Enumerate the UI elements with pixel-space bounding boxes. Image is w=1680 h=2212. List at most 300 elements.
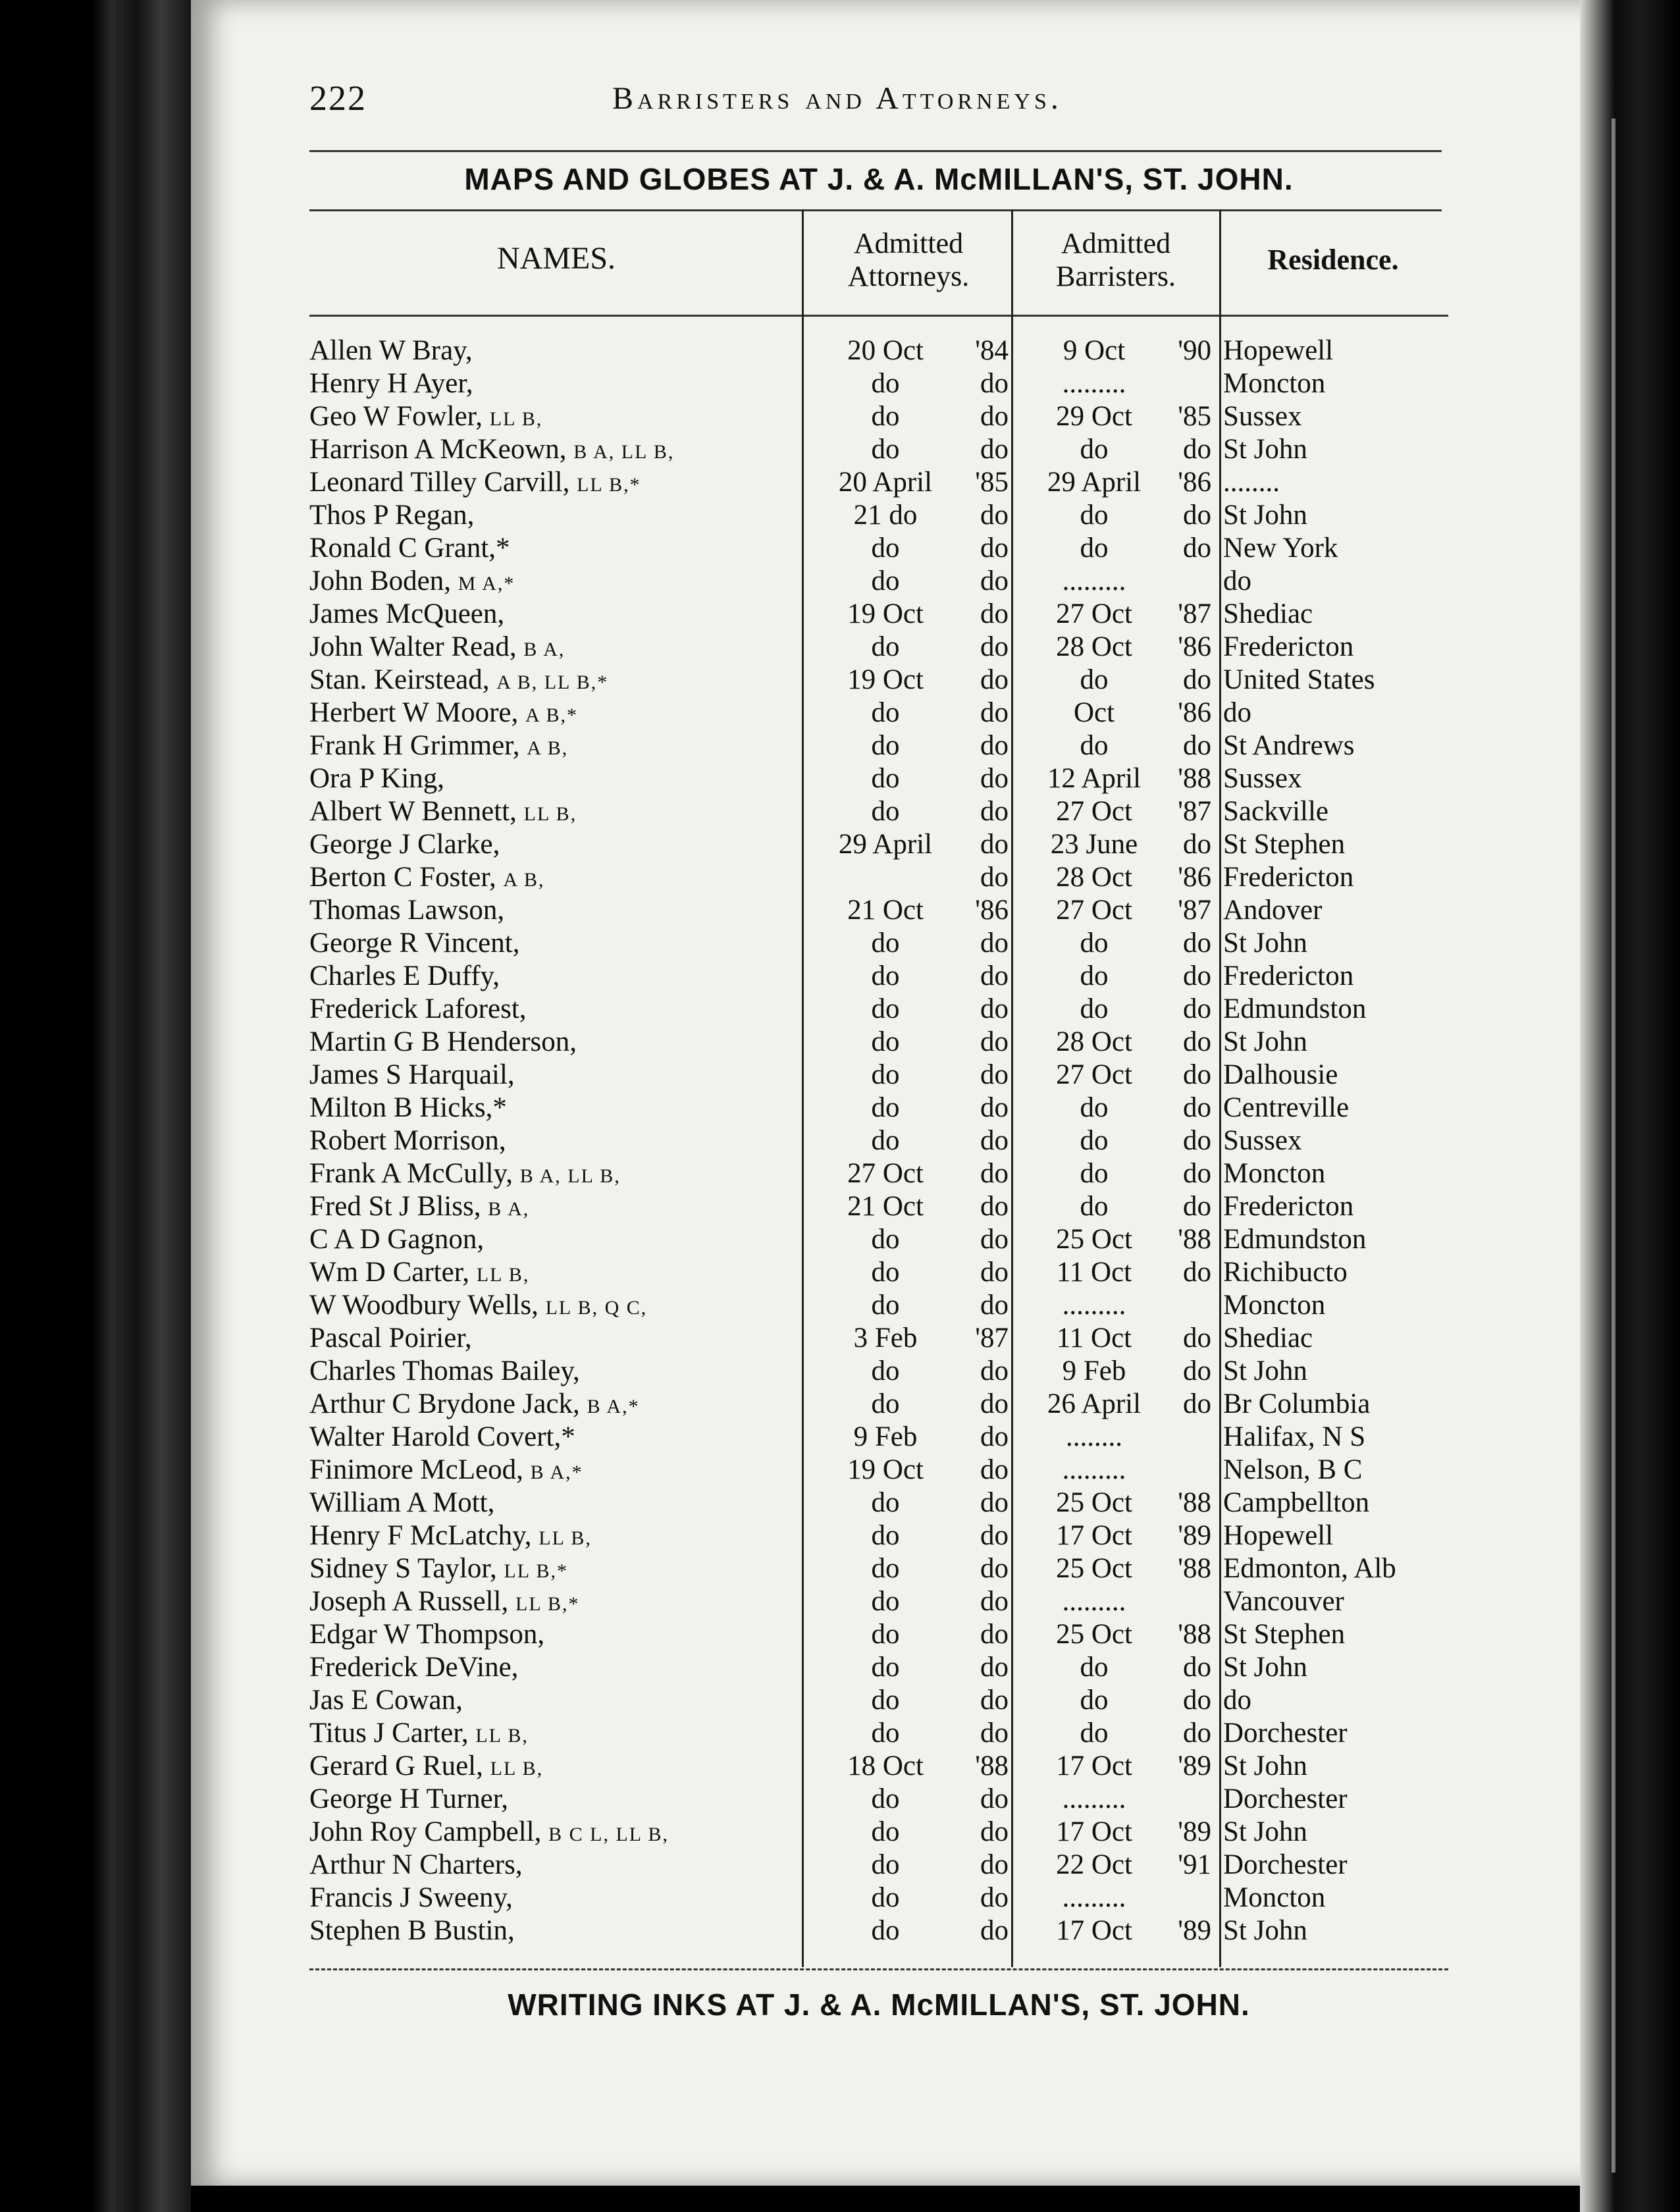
name-cell: Leonard Tilley Carvill, LL B,*	[309, 467, 641, 498]
attorney-year-cell: do	[980, 1619, 1009, 1650]
barrister-year-cell: do	[1183, 961, 1211, 991]
attorney-date-cell: do	[871, 1685, 900, 1716]
attorney-year-cell: do	[980, 566, 1009, 596]
table-row	[0, 433, 1680, 466]
attorney-year-cell: do	[980, 1849, 1009, 1880]
barrister-date-cell: ........	[1066, 1421, 1122, 1452]
attorney-date-cell: do	[871, 796, 900, 827]
barrister-year-cell: '88	[1178, 1224, 1211, 1255]
attorney-year-cell: do	[980, 1882, 1009, 1913]
residence-cell: St Andrews	[1223, 730, 1355, 761]
barrister-year-cell: do	[1183, 1652, 1211, 1683]
residence-cell: Sackville	[1223, 796, 1329, 827]
name-cell: Milton B Hicks,*	[309, 1092, 507, 1123]
residence-cell: Vancouver	[1223, 1586, 1344, 1617]
attorney-year-cell: '86	[975, 895, 1009, 926]
residence-cell: St John	[1223, 500, 1307, 531]
attorney-date-cell: 18 Oct	[847, 1751, 924, 1781]
barrister-date-cell: do	[1080, 1685, 1109, 1716]
table-row	[0, 1256, 1680, 1289]
residence-cell: Sussex	[1223, 401, 1302, 432]
barrister-date-cell: .........	[1062, 566, 1126, 596]
barrister-year-cell: do	[1183, 1026, 1211, 1057]
residence-cell: Fredericton	[1223, 862, 1354, 893]
attorney-date-cell: do	[871, 1125, 900, 1156]
running-head: Barristers and Attorneys.	[612, 81, 1063, 116]
barrister-year-cell: do	[1183, 1388, 1211, 1419]
name-cell: Thomas Lawson,	[309, 895, 505, 926]
column-header-barristers: Admitted Barristers.	[1055, 227, 1176, 292]
attorney-year-cell: do	[980, 434, 1009, 465]
attorney-date-cell: do	[871, 730, 900, 761]
table-row	[0, 400, 1680, 433]
barrister-year-cell: '91	[1178, 1849, 1211, 1880]
table-row	[0, 927, 1680, 960]
table-row	[0, 1849, 1680, 1882]
barrister-date-cell: 28 Oct	[1056, 1026, 1132, 1057]
table-bottom-rule	[309, 1968, 1448, 1970]
name-cell: Harrison A McKeown, B A, LL B,	[309, 434, 675, 465]
attorney-year-cell: do	[980, 1059, 1009, 1090]
attorney-date-cell: do	[871, 1849, 900, 1880]
residence-cell: Sussex	[1223, 1125, 1302, 1156]
residence-cell: Richibucto	[1223, 1257, 1348, 1288]
table-row	[0, 1618, 1680, 1651]
residence-cell: Edmundston	[1223, 1224, 1367, 1255]
residence-cell: Hopewell	[1223, 335, 1334, 366]
barrister-year-cell: '89	[1178, 1751, 1211, 1781]
degree-label: B C L, LL B,	[548, 1824, 669, 1845]
attorney-date-cell: do	[871, 1520, 900, 1551]
residence-cell: Shediac	[1223, 1323, 1313, 1354]
attorney-date-cell: do	[871, 566, 900, 596]
residence-cell: ........	[1223, 467, 1280, 498]
attorney-date-cell: do	[871, 993, 900, 1024]
name-cell: Henry H Ayer,	[309, 368, 473, 399]
table-row	[0, 631, 1680, 664]
residence-cell: Edmundston	[1223, 993, 1367, 1024]
barrister-date-cell: Oct	[1073, 697, 1115, 728]
residence-cell: do	[1223, 1685, 1251, 1716]
name-cell: Wm D Carter, LL B,	[309, 1257, 530, 1288]
attorney-date-cell: do	[871, 533, 900, 564]
attorney-date-cell: do	[871, 401, 900, 432]
residence-cell: St John	[1223, 1751, 1307, 1781]
barrister-year-cell: '87	[1178, 895, 1211, 926]
attorney-year-cell: do	[980, 1092, 1009, 1123]
barrister-date-cell: 17 Oct	[1056, 1520, 1132, 1551]
table-row	[0, 1552, 1680, 1585]
barrister-date-cell: 27 Oct	[1056, 796, 1132, 827]
attorney-year-cell: do	[980, 993, 1009, 1024]
table-row	[0, 466, 1680, 499]
degree-label: LL B,	[475, 1725, 529, 1747]
attorney-date-cell: do	[871, 1553, 900, 1584]
attorney-year-cell: do	[980, 1257, 1009, 1288]
attorney-date-cell: do	[871, 1388, 900, 1419]
residence-cell: do	[1223, 566, 1251, 596]
barrister-date-cell: do	[1080, 928, 1109, 959]
barrister-date-cell: do	[1080, 533, 1109, 564]
barrister-date-cell: 9 Feb	[1062, 1356, 1126, 1386]
barrister-date-cell: do	[1080, 1191, 1109, 1222]
attorney-date-cell: 20 April	[838, 467, 933, 498]
barrister-date-cell: 26 April	[1047, 1388, 1142, 1419]
barrister-date-cell: 23 June	[1050, 829, 1138, 860]
attorney-year-cell: do	[980, 1553, 1009, 1584]
table-row	[0, 960, 1680, 993]
attorney-year-cell: do	[980, 730, 1009, 761]
name-cell: James S Harquail,	[309, 1059, 515, 1090]
table-row	[0, 828, 1680, 861]
residence-cell: Edmonton, Alb	[1223, 1553, 1396, 1584]
attorney-year-cell: '87	[975, 1323, 1009, 1354]
name-cell: George H Turner,	[309, 1783, 509, 1814]
residence-cell: St John	[1223, 1356, 1307, 1386]
table-row	[0, 1223, 1680, 1256]
table-row	[0, 1454, 1680, 1487]
attorney-date-cell: 3 Feb	[853, 1323, 918, 1354]
attorney-year-cell: do	[980, 598, 1009, 629]
attorney-year-cell: do	[980, 1652, 1009, 1683]
barrister-date-cell: 27 Oct	[1056, 895, 1132, 926]
residence-cell: St Stephen	[1223, 829, 1346, 860]
residence-cell: St John	[1223, 1915, 1307, 1946]
name-cell: Frederick Laforest,	[309, 993, 527, 1024]
attorney-year-cell: do	[980, 1685, 1009, 1716]
barrister-date-cell: 12 April	[1047, 763, 1142, 794]
name-cell: Martin G B Henderson,	[309, 1026, 577, 1057]
table-row	[0, 729, 1680, 762]
attorney-year-cell: do	[980, 1586, 1009, 1617]
degree-label: B A,	[523, 639, 565, 660]
attorney-date-cell: 20 Oct	[847, 335, 924, 366]
barrister-date-cell: do	[1080, 1718, 1109, 1749]
attorney-date-cell: do	[871, 1224, 900, 1255]
attorney-year-cell: do	[980, 1718, 1009, 1749]
name-cell: John Boden, M A,*	[309, 566, 515, 596]
barrister-year-cell: do	[1183, 1356, 1211, 1386]
name-cell: Titus J Carter, LL B,	[309, 1718, 529, 1749]
name-cell: Charles Thomas Bailey,	[309, 1356, 580, 1386]
table-row	[0, 565, 1680, 598]
table-top-rule	[309, 209, 1442, 211]
barrister-date-cell: 11 Oct	[1056, 1323, 1132, 1354]
table-row	[0, 1882, 1680, 1914]
name-cell: Frank H Grimmer, A B,	[309, 730, 569, 761]
residence-cell: Sussex	[1223, 763, 1302, 794]
table-row	[0, 1322, 1680, 1355]
bottom-advertisement: WRITING INKS AT J. & A. McMILLAN'S, ST. JOHN.	[508, 1988, 1250, 2022]
table-row	[0, 1585, 1680, 1618]
barrister-year-cell: '88	[1178, 1553, 1211, 1584]
barrister-year-cell: do	[1183, 1191, 1211, 1222]
barrister-date-cell: 29 April	[1047, 467, 1142, 498]
name-cell: George R Vincent,	[309, 928, 520, 959]
attorney-year-cell: do	[980, 1454, 1009, 1485]
attorney-year-cell: do	[980, 1290, 1009, 1321]
barrister-year-cell: '86	[1178, 697, 1211, 728]
attorney-date-cell: do	[871, 368, 900, 399]
name-cell: Ora P King,	[309, 763, 445, 794]
attorney-date-cell: do	[871, 763, 900, 794]
attorney-date-cell: 21 do	[853, 500, 918, 531]
name-cell: Allen W Bray,	[309, 335, 473, 366]
barrister-year-cell: '89	[1178, 1915, 1211, 1946]
residence-cell: Dorchester	[1223, 1849, 1348, 1880]
table-row	[0, 598, 1680, 631]
attorney-date-cell: do	[871, 1652, 900, 1683]
table-row	[0, 1026, 1680, 1059]
barrister-year-cell: '88	[1178, 763, 1211, 794]
name-cell: Geo W Fowler, LL B,	[309, 401, 543, 432]
name-cell: Thos P Regan,	[309, 500, 475, 531]
column-header-attorneys: Admitted Attorneys.	[847, 227, 970, 292]
table-row	[0, 993, 1680, 1026]
attorney-year-cell: do	[980, 1026, 1009, 1057]
degree-label: B A,*	[587, 1396, 640, 1417]
table-row	[0, 1487, 1680, 1519]
name-cell: John Roy Campbell, B C L, LL B,	[309, 1816, 669, 1847]
barrister-year-cell: do	[1183, 993, 1211, 1024]
attorney-year-cell: do	[980, 763, 1009, 794]
table-row	[0, 1190, 1680, 1223]
barrister-year-cell: '87	[1178, 598, 1211, 629]
attorney-year-cell: do	[980, 1487, 1009, 1518]
table-row	[0, 1421, 1680, 1454]
name-cell: Henry F McLatchy, LL B,	[309, 1520, 592, 1551]
degree-label: LL B,	[490, 1758, 544, 1779]
barrister-date-cell: 25 Oct	[1056, 1619, 1132, 1650]
table-row	[0, 1157, 1680, 1190]
barrister-date-cell: do	[1080, 500, 1109, 531]
degree-label: LL B, Q C,	[545, 1297, 648, 1319]
attorney-year-cell: do	[980, 829, 1009, 860]
barrister-date-cell: 17 Oct	[1056, 1915, 1132, 1946]
barrister-date-cell: 27 Oct	[1056, 598, 1132, 629]
name-cell: Edgar W Thompson,	[309, 1619, 545, 1650]
table-row	[0, 499, 1680, 532]
barrister-year-cell: '86	[1178, 467, 1211, 498]
table-row	[0, 1289, 1680, 1322]
barrister-date-cell: 27 Oct	[1056, 1059, 1132, 1090]
barrister-year-cell: '86	[1178, 631, 1211, 662]
barrister-date-cell: .........	[1062, 1783, 1126, 1814]
attorney-year-cell: do	[980, 533, 1009, 564]
table-row	[0, 762, 1680, 795]
table-row	[0, 894, 1680, 927]
residence-cell: Campbellton	[1223, 1487, 1370, 1518]
name-cell: Finimore McLeod, B A,*	[309, 1454, 583, 1485]
attorney-date-cell: do	[871, 1783, 900, 1814]
top-advertisement: MAPS AND GLOBES AT J. & A. McMILLAN'S, ST. JOHN.	[464, 162, 1294, 196]
attorney-year-cell: do	[980, 961, 1009, 991]
name-cell: Ronald C Grant,*	[309, 533, 510, 564]
header-bottom-rule	[309, 315, 1448, 317]
attorney-year-cell: do	[980, 500, 1009, 531]
table-row	[0, 795, 1680, 828]
barrister-date-cell: do	[1080, 1652, 1109, 1683]
barrister-year-cell: '88	[1178, 1487, 1211, 1518]
attorney-year-cell: do	[980, 1421, 1009, 1452]
barrister-year-cell: do	[1183, 1125, 1211, 1156]
name-cell: Arthur N Charters,	[309, 1849, 523, 1880]
name-cell: Herbert W Moore, A B,*	[309, 697, 579, 728]
barrister-date-cell: 29 Oct	[1056, 401, 1132, 432]
name-cell: Pascal Poirier,	[309, 1323, 472, 1354]
residence-cell: Moncton	[1223, 1158, 1326, 1189]
residence-cell: Hopewell	[1223, 1520, 1334, 1551]
attorney-year-cell: do	[980, 928, 1009, 959]
barrister-date-cell: 25 Oct	[1056, 1553, 1132, 1584]
degree-label: A B,	[503, 869, 545, 891]
attorney-date-cell: do	[871, 1487, 900, 1518]
residence-cell: Fredericton	[1223, 961, 1354, 991]
attorney-date-cell: do	[871, 1026, 900, 1057]
barrister-year-cell: do	[1183, 1685, 1211, 1716]
attorney-date-cell: 19 Oct	[847, 1454, 924, 1485]
residence-cell: Fredericton	[1223, 1191, 1354, 1222]
barrister-date-cell: 22 Oct	[1056, 1849, 1132, 1880]
residence-cell: Moncton	[1223, 368, 1326, 399]
table-row	[0, 1750, 1680, 1783]
name-cell: Robert Morrison,	[309, 1125, 506, 1156]
barrister-year-cell: do	[1183, 664, 1211, 695]
attorney-year-cell: do	[980, 664, 1009, 695]
name-cell: George J Clarke,	[309, 829, 500, 860]
barrister-year-cell: '87	[1178, 796, 1211, 827]
barrister-date-cell: .........	[1062, 1290, 1126, 1321]
residence-cell: United States	[1223, 664, 1375, 695]
attorney-year-cell: '84	[975, 335, 1009, 366]
attorney-date-cell: do	[871, 1356, 900, 1386]
barrister-date-cell: do	[1080, 993, 1109, 1024]
table-row	[0, 532, 1680, 565]
barrister-date-cell: do	[1080, 664, 1109, 695]
table-row	[0, 1914, 1680, 1947]
degree-label: LL B,	[476, 1264, 530, 1286]
attorney-date-cell: do	[871, 1816, 900, 1847]
table-row	[0, 1684, 1680, 1717]
barrister-year-cell: do	[1183, 500, 1211, 531]
attorney-year-cell: do	[980, 1816, 1009, 1847]
barrister-date-cell: 25 Oct	[1056, 1487, 1132, 1518]
barrister-year-cell: do	[1183, 730, 1211, 761]
barrister-year-cell: do	[1183, 434, 1211, 465]
barrister-year-cell: '89	[1178, 1816, 1211, 1847]
residence-cell: Halifax, N S	[1223, 1421, 1366, 1452]
attorney-year-cell: do	[980, 1915, 1009, 1946]
residence-cell: Br Columbia	[1223, 1388, 1371, 1419]
attorney-date-cell: do	[871, 631, 900, 662]
degree-label: LL B,*	[504, 1560, 569, 1582]
name-cell: Frank A McCully, B A, LL B,	[309, 1158, 621, 1189]
table-row	[0, 1059, 1680, 1092]
barrister-year-cell: '89	[1178, 1520, 1211, 1551]
name-cell: Albert W Bennett, LL B,	[309, 796, 577, 827]
table-row	[0, 1355, 1680, 1388]
barrister-date-cell: 17 Oct	[1056, 1816, 1132, 1847]
name-cell: John Walter Read, B A,	[309, 631, 565, 662]
attorney-year-cell: '88	[975, 1751, 1009, 1781]
residence-cell: Shediac	[1223, 598, 1313, 629]
residence-cell: St John	[1223, 1816, 1307, 1847]
residence-cell: Dalhousie	[1223, 1059, 1338, 1090]
table-row	[0, 697, 1680, 729]
attorney-year-cell: do	[980, 697, 1009, 728]
attorney-year-cell: do	[980, 1125, 1009, 1156]
degree-label: A B,	[527, 737, 569, 759]
attorney-year-cell: do	[980, 1191, 1009, 1222]
attorney-date-cell: 19 Oct	[847, 598, 924, 629]
attorney-year-cell: do	[980, 1224, 1009, 1255]
barrister-year-cell: do	[1183, 829, 1211, 860]
barrister-date-cell: .........	[1062, 368, 1126, 399]
degree-label: B A,*	[530, 1462, 583, 1483]
barrister-year-cell: '86	[1178, 862, 1211, 893]
attorney-year-cell: do	[980, 1356, 1009, 1386]
table-row	[0, 1124, 1680, 1157]
barrister-year-cell: do	[1183, 1059, 1211, 1090]
name-cell: Frederick DeVine,	[309, 1652, 519, 1683]
barrister-date-cell: do	[1080, 730, 1109, 761]
attorney-date-cell: do	[871, 1718, 900, 1749]
barrister-year-cell: do	[1183, 1158, 1211, 1189]
barrister-date-cell: do	[1080, 1158, 1109, 1189]
residence-cell: New York	[1223, 533, 1338, 564]
residence-cell: do	[1223, 697, 1251, 728]
name-cell: Stan. Keirstead, A B, LL B,*	[309, 664, 609, 695]
barrister-date-cell: 28 Oct	[1056, 631, 1132, 662]
attorney-year-cell: do	[980, 401, 1009, 432]
attorney-date-cell: 29 April	[838, 829, 933, 860]
residence-cell: Fredericton	[1223, 631, 1354, 662]
attorney-date-cell: do	[871, 928, 900, 959]
residence-cell: St Stephen	[1223, 1619, 1346, 1650]
barrister-year-cell: do	[1183, 928, 1211, 959]
name-cell: W Woodbury Wells, LL B, Q C,	[309, 1290, 648, 1321]
attorney-date-cell: do	[871, 1882, 900, 1913]
barrister-date-cell: 28 Oct	[1056, 862, 1132, 893]
table-row	[0, 1519, 1680, 1552]
name-cell: James McQueen,	[309, 598, 505, 629]
name-cell: William A Mott,	[309, 1487, 495, 1518]
attorney-date-cell: 19 Oct	[847, 664, 924, 695]
name-cell: C A D Gagnon,	[309, 1224, 485, 1255]
degree-label: LL B,*	[577, 474, 641, 496]
barrister-year-cell: do	[1183, 533, 1211, 564]
degree-label: B A, LL B,	[519, 1165, 621, 1187]
attorney-date-cell: do	[871, 1059, 900, 1090]
header-rule	[309, 150, 1442, 152]
attorney-year-cell: do	[980, 631, 1009, 662]
attorney-date-cell: do	[871, 434, 900, 465]
table-row	[0, 367, 1680, 400]
page-number: 222	[309, 78, 367, 118]
degree-label: LL B,	[489, 408, 543, 430]
attorney-date-cell: 21 Oct	[847, 895, 924, 926]
residence-cell: Moncton	[1223, 1882, 1326, 1913]
attorney-date-cell: 9 Feb	[853, 1421, 918, 1452]
degree-label: A B,*	[525, 704, 579, 726]
residence-cell: Nelson, B C	[1223, 1454, 1363, 1485]
residence-cell: St John	[1223, 434, 1307, 465]
barrister-year-cell: '85	[1178, 401, 1211, 432]
name-cell: Gerard G Ruel, LL B,	[309, 1751, 544, 1781]
residence-cell: Moncton	[1223, 1290, 1326, 1321]
attorney-date-cell: do	[871, 1619, 900, 1650]
name-cell: Jas E Cowan,	[309, 1685, 463, 1716]
